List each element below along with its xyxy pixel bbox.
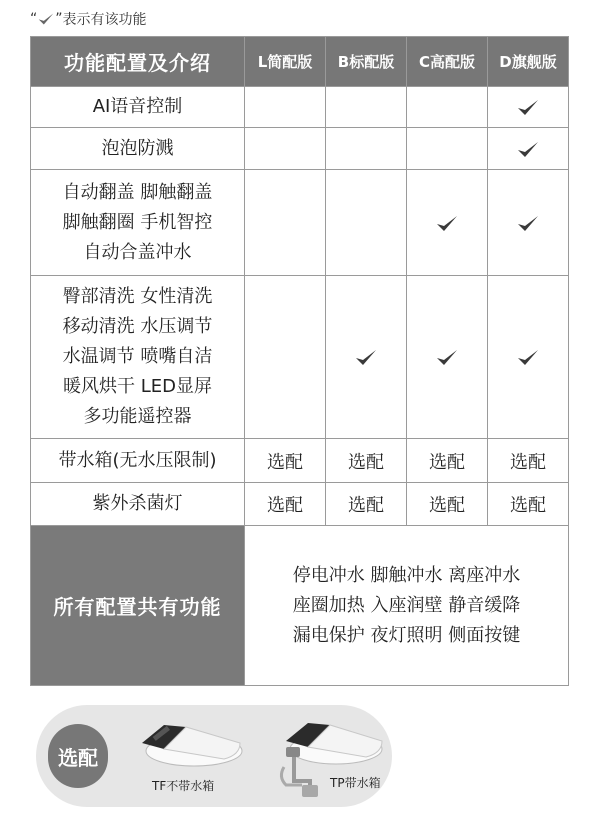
- cell-d: [488, 128, 569, 170]
- feature-name-line: 水温调节 喷嘴自洁: [62, 346, 213, 367]
- table-row: [31, 439, 569, 483]
- cell-d: 选配: [488, 483, 569, 526]
- product-tp: [250, 711, 388, 805]
- product-tf: [128, 713, 246, 803]
- cell-c: 选配: [407, 439, 488, 483]
- feature-name-line: 移动清洗 水压调节: [62, 316, 213, 337]
- check-icon: [517, 348, 539, 367]
- check-icon: [436, 214, 458, 233]
- check-icon: [355, 348, 377, 367]
- common-features-line: 停电冲水 脚触冲水 离座冲水: [292, 564, 521, 586]
- cell-c: [407, 276, 488, 439]
- feature-name-line: 脚触翻圈 手机智控: [62, 211, 213, 233]
- feature-name-line: AI语音控制: [92, 96, 183, 117]
- feature-name-cell: [31, 439, 245, 483]
- legend-close-quote: ”: [55, 11, 63, 27]
- common-features-row: [31, 526, 569, 686]
- feature-name-cell: [31, 87, 245, 128]
- header-version-b: B标配版: [326, 37, 407, 87]
- feature-name-cell: [31, 483, 245, 526]
- cell-c: [407, 170, 488, 276]
- common-features-list: [245, 526, 569, 686]
- cell-b: 选配: [326, 483, 407, 526]
- legend: [30, 8, 147, 30]
- check-icon: [38, 12, 54, 26]
- product-tf-caption: TF不带水箱: [152, 779, 215, 793]
- cell-b: [326, 128, 407, 170]
- feature-name-line: 紫外杀菌灯: [92, 493, 183, 514]
- check-icon: [436, 348, 458, 367]
- common-features-label: 所有配置共有功能: [31, 526, 245, 686]
- cell-l: [245, 170, 326, 276]
- legend-text: 表示有该功能: [62, 12, 147, 28]
- header-version-c: C高配版: [407, 37, 488, 87]
- cell-b: [326, 276, 407, 439]
- cell-l: [245, 87, 326, 128]
- check-icon: [517, 214, 539, 233]
- product-tp-caption: TP带水箱: [330, 776, 381, 790]
- common-features-line: 座圈加热 入座润壁 静音缓降: [292, 594, 521, 616]
- cell-b: 选配: [326, 439, 407, 483]
- feature-name-line: 泡泡防溅: [101, 137, 174, 159]
- feature-name-cell: [31, 276, 245, 439]
- optional-label: 选配: [48, 724, 108, 788]
- cell-l: 选配: [245, 483, 326, 526]
- header-version-d: D旗舰版: [488, 37, 569, 87]
- optional-accessories-bar: [36, 705, 392, 807]
- cell-l: [245, 128, 326, 170]
- check-icon: [517, 98, 539, 117]
- feature-name-line: 暖风烘干 LED显屏: [63, 376, 212, 397]
- cell-b: [326, 87, 407, 128]
- cell-c: [407, 128, 488, 170]
- cell-d: [488, 170, 569, 276]
- common-features-line: 漏电保护 夜灯照明 侧面按键: [292, 624, 521, 646]
- feature-name-line: 自动合盖冲水: [83, 241, 192, 263]
- feature-name-line: 臀部清洗 女性清洗: [62, 286, 213, 307]
- feature-name-line: 多功能遥控器: [83, 406, 192, 427]
- cell-c: [407, 87, 488, 128]
- feature-name-cell: [31, 170, 245, 276]
- header-version-l: L简配版: [245, 37, 326, 87]
- table-row: [31, 170, 569, 276]
- table-row: [31, 128, 569, 170]
- header-row: [31, 37, 569, 87]
- table-row: [31, 87, 569, 128]
- feature-table: [30, 36, 569, 686]
- check-icon: [517, 140, 539, 159]
- table-row: [31, 483, 569, 526]
- feature-name-line: 自动翻盖 脚触翻盖: [62, 181, 213, 203]
- cell-l: [245, 276, 326, 439]
- feature-name-line: 带水箱(无水压限制): [58, 449, 217, 471]
- toilet-seat-tf-icon: [128, 713, 246, 775]
- feature-name-cell: [31, 128, 245, 170]
- header-title: 功能配置及介绍: [31, 37, 245, 87]
- cell-d: [488, 87, 569, 128]
- cell-l: 选配: [245, 439, 326, 483]
- cell-d: [488, 276, 569, 439]
- cell-b: [326, 170, 407, 276]
- legend-open-quote: “: [30, 11, 38, 27]
- cell-c: 选配: [407, 483, 488, 526]
- cell-d: 选配: [488, 439, 569, 483]
- table-row: [31, 276, 569, 439]
